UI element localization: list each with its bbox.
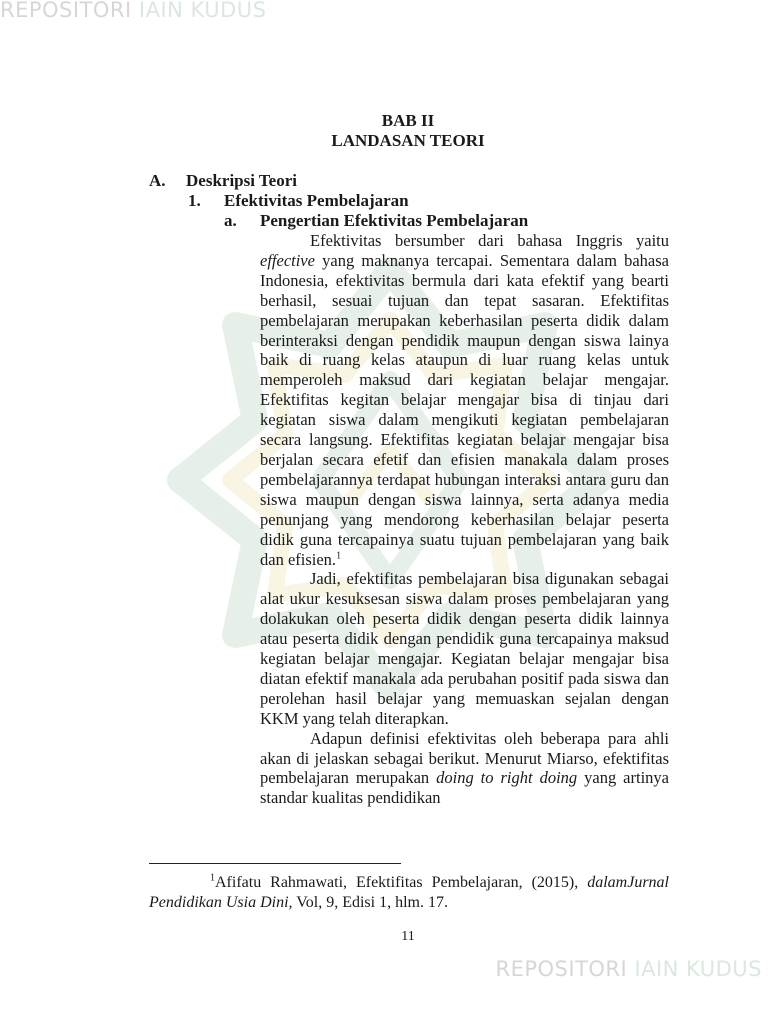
subsubsection-marker: a. (224, 211, 237, 230)
repository-watermark-top (0, 0, 267, 22)
watermark-institution-text: IAIN KUDUS (634, 957, 762, 981)
footnote-divider (149, 863, 401, 864)
paragraph-2: Jadi, efektifitas pembelajaran bisa digunakan sebagai alat ukur kesuksesan siswa dalam proses pembelajaran yang dolakukan oleh peserta didik dengan peserta didik lainnya atau peserta didik dengan pendidik guna tercapainya maksud kegiatan belajar mengajar. Kegiatan belajar mengajar bisa diatan efektif manakala ada perubahan positif pada siswa dan perolehan hasil belajar yang memuaskan sejalan dengan KKM yang telah diterapkan. (260, 569, 669, 728)
section-title: Deskripsi Teori (186, 171, 297, 190)
subsection-marker: 1. (188, 191, 201, 210)
footnote-reference[interactable]: 1 (336, 550, 342, 561)
watermark-institution-text: IAIN KUDUS (138, 0, 267, 22)
page-number: 11 (401, 929, 415, 944)
footnote-marker: 1 (210, 872, 215, 884)
chapter-title: LANDASAN TEORI (331, 131, 485, 150)
watermark-repo-text: REPOSITORI (495, 957, 628, 981)
watermark-repo-text: REPOSITORI (0, 0, 132, 22)
subsubsection-title: Pengertian Efektivitas Pembelajaran (260, 211, 529, 230)
paragraph-1: Efektivitas bersumber dari bahasa Inggris yaitu effective yang maknanya tercapai. Sementara dalam bahasa Indonesia, efektivitas bermula dari kata efektif yang bearti berhasil, sesuai tujuan dan tepat sasaran. Efektifitas pembelajaran merupakan keberhasilan peserta didik dalam berinteraksi dengan pendidik maupun dengan siswa lainya baik di ruang kelas ataupun di luar ruang kelas untuk memperoleh maksud dari kegiatan belajar mengajar. Efektifitas kegitan belajar mengajar bisa di tinjau dari kegiatan siswa dalam mengikuti kegiatan pembelajaran secara langsung. Efektifitas kegiatan belajar mengajar bisa berjalan secara efetif dan efisien manakala dalam proses pembelajarannya terdapat hubungan interaksi antara guru dan siswa maupun dengan siswa lainnya, serta adanya media penunjang yang mendorong keberhasilan belajar peserta didik guna tercapainya suatu tujuan pembelajaran yang baik dan efisien.$^1$ (260, 231, 669, 569)
chapter-number: BAB II (381, 111, 435, 130)
paragraph-3: Adapun definisi efektivitas oleh beberapa para ahli akan di jelaskan sebagai berikut. Menurut Miarso, efektifitas pembelajaran merupakan doing to right doing yang artinya standar kualitas pendidikan (260, 728, 669, 808)
body-text (260, 231, 669, 808)
footnote: $^1$Afifatu Rahmawati, Efektifitas Pembelajaran, (2015), dalamJurnal Pendidikan Usia Dini, Vol, 9, Edisi 1, hlm. 17. (149, 872, 669, 911)
repository-watermark-bottom (496, 957, 763, 981)
section-marker: A. (149, 171, 166, 190)
subsection-title: Efektivitas Pembelajaran (224, 191, 409, 210)
